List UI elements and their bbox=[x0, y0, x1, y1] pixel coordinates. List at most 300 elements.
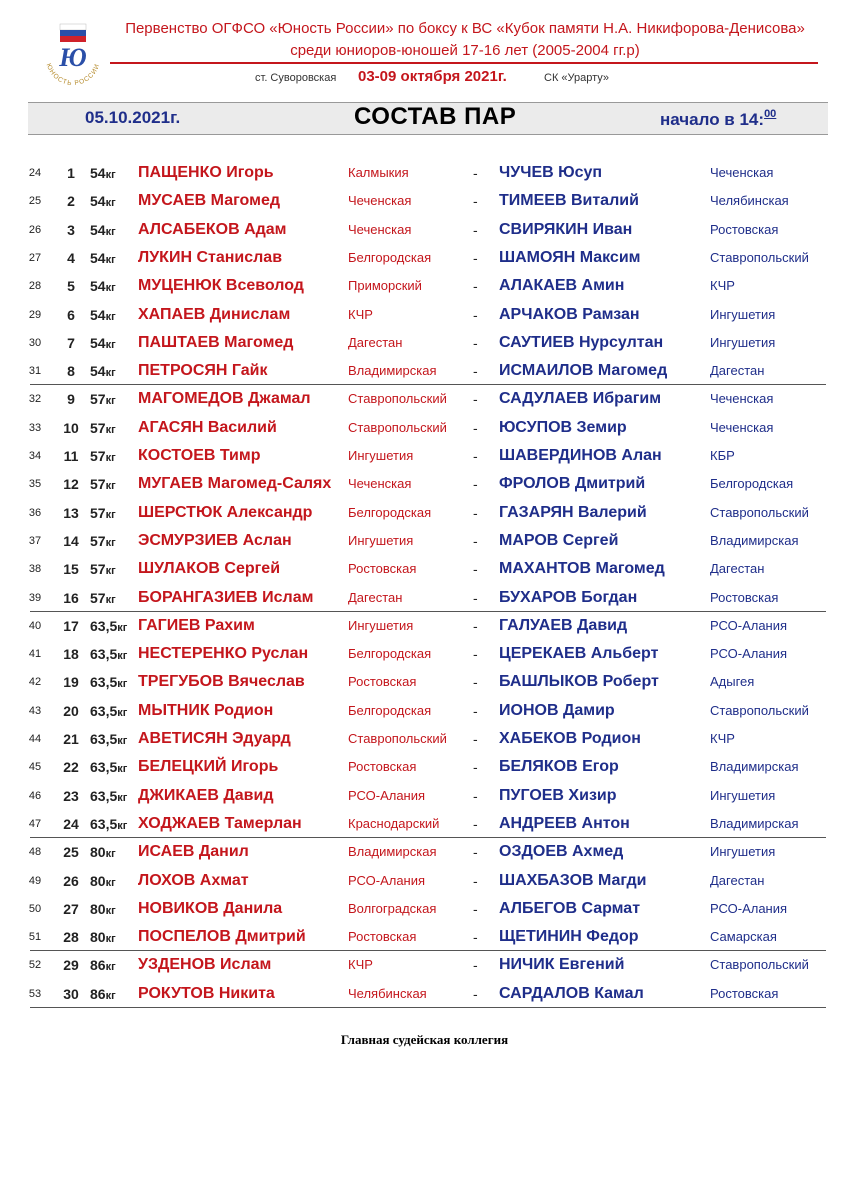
red-corner-name: ЭСМУРЗИЕВ Аслан bbox=[138, 531, 292, 549]
blue-corner-name: ФРОЛОВ Дмитрий bbox=[499, 475, 646, 493]
table-row bbox=[0, 838, 849, 866]
station: ст. Суворовская bbox=[255, 72, 337, 84]
weight-unit: кг bbox=[105, 848, 116, 861]
weight-class bbox=[90, 216, 116, 246]
pair-number: 3 bbox=[67, 221, 75, 238]
versus-dash: - bbox=[473, 532, 478, 549]
red-corner-region: Ростовская bbox=[348, 561, 417, 577]
versus-dash: - bbox=[473, 165, 478, 181]
row-index: 28 bbox=[28, 280, 42, 293]
weight-value: 57 bbox=[90, 448, 106, 464]
blue-corner-region: Ростовская bbox=[710, 985, 779, 1001]
row-index: 31 bbox=[28, 365, 42, 378]
red-corner-name: БОРАНГАЗИЕВ Ислам bbox=[138, 588, 314, 606]
weight-class bbox=[90, 442, 116, 472]
weight-class bbox=[90, 640, 127, 670]
red-corner-name: ХОДЖАЕВ Тамерлан bbox=[138, 814, 302, 832]
table-row bbox=[0, 697, 849, 725]
weight-value: 80 bbox=[90, 900, 106, 917]
blue-corner-name: ХАБЕКОВ Родион bbox=[499, 730, 641, 747]
table-row bbox=[0, 867, 849, 895]
red-corner-region: Белгородская bbox=[348, 504, 432, 520]
weight-unit: кг bbox=[105, 989, 116, 1002]
weight-class bbox=[90, 244, 116, 274]
blue-corner-region: Ставропольский bbox=[710, 702, 809, 718]
weight-class bbox=[90, 697, 127, 727]
table-row bbox=[0, 895, 849, 923]
weight-unit: кг bbox=[105, 480, 116, 493]
red-corner-name: БЕЛЕЦКИЙ Игорь bbox=[138, 758, 279, 776]
blue-corner-region: Адыгея bbox=[710, 674, 755, 690]
versus-dash: - bbox=[473, 759, 478, 776]
weight-class bbox=[90, 867, 116, 897]
pair-number: 13 bbox=[63, 504, 79, 521]
weight-value: 63,5 bbox=[90, 702, 118, 719]
weight-class bbox=[90, 385, 116, 415]
pair-number: 17 bbox=[63, 617, 79, 634]
red-corner-name: МЫТНИК Родион bbox=[138, 701, 274, 719]
table-row bbox=[0, 244, 849, 272]
footer-signature: Главная судейская коллегия bbox=[340, 1032, 509, 1047]
blue-corner-region: Ростовская bbox=[710, 589, 779, 605]
red-corner-name: НОВИКОВ Данила bbox=[138, 899, 283, 917]
red-corner-region: КЧР bbox=[348, 957, 373, 973]
pair-number: 6 bbox=[67, 306, 75, 323]
weight-class bbox=[90, 951, 116, 981]
weight-unit: кг bbox=[105, 961, 116, 974]
blue-corner-region: Ингушетия bbox=[710, 787, 776, 803]
versus-dash: - bbox=[473, 731, 478, 747]
pair-number: 18 bbox=[63, 646, 79, 663]
weight-class bbox=[90, 668, 127, 698]
pair-number: 21 bbox=[63, 731, 79, 747]
svg-text:ЮНОСТЬ РОССИИ: ЮНОСТЬ РОССИИ bbox=[44, 62, 102, 88]
weight-value: 86 bbox=[90, 985, 106, 1002]
red-corner-region: Чеченская bbox=[348, 476, 412, 492]
blue-corner-name: АЛАКАЕВ Амин bbox=[499, 277, 625, 295]
versus-dash: - bbox=[473, 674, 478, 691]
table-row bbox=[0, 414, 849, 442]
table-row bbox=[0, 499, 849, 527]
weight-class bbox=[90, 527, 116, 557]
weight-unit: кг bbox=[105, 225, 116, 238]
versus-dash: - bbox=[473, 249, 478, 266]
row-index: 29 bbox=[28, 308, 42, 321]
red-corner-region: Ставропольский bbox=[348, 391, 447, 407]
blue-corner-region: Чеченская bbox=[710, 165, 774, 180]
weight-unit: кг bbox=[105, 933, 116, 946]
pair-number: 29 bbox=[63, 957, 79, 974]
row-index: 36 bbox=[28, 506, 42, 519]
row-index: 33 bbox=[28, 421, 42, 434]
weight-unit: кг bbox=[117, 735, 128, 747]
red-corner-region: Ингушетия bbox=[348, 532, 414, 548]
red-corner-region: Чеченская bbox=[348, 193, 412, 209]
weight-unit: кг bbox=[117, 763, 128, 776]
red-corner-region: Ингушетия bbox=[348, 448, 414, 463]
versus-dash: - bbox=[473, 561, 478, 578]
blue-corner-region: Чеченская bbox=[710, 419, 774, 435]
blue-corner-name: ТИМЕЕВ Виталий bbox=[499, 192, 639, 210]
red-corner-region: Дагестан bbox=[348, 589, 403, 605]
blue-corner-name: БАШЛЫКОВ Роберт bbox=[499, 673, 659, 691]
row-index: 30 bbox=[28, 336, 42, 349]
red-corner-name: ЛОХОВ Ахмат bbox=[138, 871, 249, 889]
weight-value: 54 bbox=[90, 249, 106, 266]
row-index: 47 bbox=[28, 817, 42, 830]
table-row bbox=[0, 159, 849, 187]
blue-corner-name: ИОНОВ Дамир bbox=[499, 701, 615, 719]
weight-class bbox=[90, 499, 116, 529]
blue-corner-region: КЧР bbox=[710, 278, 735, 294]
weight-value: 63,5 bbox=[90, 731, 118, 747]
weight-class bbox=[90, 584, 116, 614]
table-row bbox=[0, 385, 849, 413]
row-index: 34 bbox=[28, 450, 42, 462]
row-index: 35 bbox=[28, 478, 42, 491]
weight-unit: кг bbox=[105, 536, 116, 549]
weight-unit: кг bbox=[105, 593, 116, 606]
weight-class bbox=[90, 753, 127, 783]
red-corner-name: УЗДЕНОВ Ислам bbox=[138, 956, 272, 974]
versus-dash: - bbox=[473, 221, 478, 238]
weight-value: 54 bbox=[90, 334, 106, 351]
table-row bbox=[0, 725, 849, 753]
blue-corner-region: РСО-Алания bbox=[710, 646, 788, 662]
versus-dash: - bbox=[473, 306, 478, 323]
weight-value: 80 bbox=[90, 929, 106, 946]
logo-icon bbox=[38, 18, 108, 88]
table-row bbox=[0, 442, 849, 470]
row-index: 43 bbox=[28, 704, 42, 717]
versus-dash: - bbox=[473, 787, 478, 804]
weight-unit: кг bbox=[105, 395, 116, 408]
row-index: 48 bbox=[28, 846, 42, 859]
red-corner-name: АЛСАБЕКОВ Адам bbox=[138, 220, 287, 238]
weight-unit: кг bbox=[105, 876, 116, 889]
blue-corner-name: БУХАРОВ Богдан bbox=[499, 588, 638, 606]
red-corner-region: Волгоградская bbox=[348, 900, 437, 916]
versus-dash: - bbox=[473, 929, 478, 946]
weight-value: 57 bbox=[90, 504, 106, 521]
blue-corner-name: ЧУЧЕВ Юсуп bbox=[499, 164, 603, 181]
red-corner-name: МУЦЕНЮК Всеволод bbox=[138, 277, 304, 295]
blue-corner-name: ШАХБАЗОВ Магди bbox=[499, 871, 647, 889]
weight-unit: кг bbox=[117, 650, 128, 663]
blue-corner-name: ЩЕТИНИН Федор bbox=[499, 928, 639, 946]
blue-corner-name: САРДАЛОВ Камал bbox=[499, 984, 644, 1002]
row-index: 41 bbox=[28, 648, 42, 661]
pair-number: 30 bbox=[63, 985, 79, 1002]
red-corner-region: Ростовская bbox=[348, 759, 417, 775]
pair-number: 24 bbox=[63, 815, 79, 832]
red-corner-name: ХАПАЕВ Динислам bbox=[138, 305, 291, 323]
blue-corner-region: Ставропольский bbox=[710, 504, 809, 520]
red-corner-region: Ростовская bbox=[348, 929, 417, 945]
red-corner-name: ИСАЕВ Данил bbox=[138, 843, 249, 861]
blue-corner-name: ШАМОЯН Максим bbox=[499, 248, 641, 266]
table-row bbox=[0, 301, 849, 329]
table-row bbox=[0, 782, 849, 810]
versus-dash: - bbox=[473, 363, 478, 380]
weight-value: 63,5 bbox=[90, 787, 118, 804]
weight-class bbox=[90, 725, 127, 755]
red-corner-region: РСО-Алания bbox=[348, 872, 426, 888]
row-index: 50 bbox=[28, 902, 42, 915]
weight-unit: кг bbox=[105, 338, 116, 351]
row-index: 25 bbox=[28, 195, 42, 208]
weight-class bbox=[90, 159, 116, 189]
table-row bbox=[0, 668, 849, 696]
blue-corner-region: Владимирская bbox=[710, 759, 799, 775]
weight-value: 80 bbox=[90, 872, 106, 889]
red-corner-region: Чеченская bbox=[348, 221, 412, 237]
bout-date: 05.10.2021г. bbox=[85, 108, 181, 127]
blue-corner-region: РСО-Алания bbox=[710, 900, 788, 916]
row-index: 27 bbox=[28, 251, 42, 264]
red-corner-name: ПЕТРОСЯН Гайк bbox=[138, 362, 268, 380]
red-corner-region: РСО-Алания bbox=[348, 787, 426, 803]
weight-class bbox=[90, 980, 116, 1010]
pair-number: 8 bbox=[67, 363, 75, 380]
versus-dash: - bbox=[473, 985, 478, 1002]
row-index: 38 bbox=[28, 563, 42, 576]
red-corner-region: Белгородская bbox=[348, 646, 432, 662]
versus-dash: - bbox=[473, 872, 478, 889]
pair-number: 7 bbox=[67, 334, 75, 351]
weight-class bbox=[90, 782, 127, 812]
red-corner-region: Челябинская bbox=[348, 985, 427, 1001]
blue-corner-region: Ставропольский bbox=[710, 249, 809, 265]
red-corner-region: Ростовская bbox=[348, 674, 417, 690]
blue-corner-region: Чеченская bbox=[710, 391, 774, 407]
blue-corner-name: СВИРЯКИН Иван bbox=[499, 220, 633, 238]
row-index: 32 bbox=[28, 393, 42, 406]
pair-number: 10 bbox=[63, 419, 79, 436]
blue-corner-region: Дагестан bbox=[710, 561, 765, 577]
pair-number: 12 bbox=[63, 476, 79, 493]
pair-number: 22 bbox=[63, 759, 79, 776]
red-corner-name: ПАШТАЕВ Магомед bbox=[138, 333, 294, 351]
pair-number: 1 bbox=[67, 165, 75, 181]
table-row bbox=[0, 216, 849, 244]
blue-corner-name: БЕЛЯКОВ Егор bbox=[499, 758, 619, 776]
pair-number: 19 bbox=[63, 674, 79, 691]
weight-value: 63,5 bbox=[90, 759, 118, 776]
blue-corner-name: ЮСУПОВ Земир bbox=[499, 418, 627, 436]
table-row bbox=[0, 527, 849, 555]
group-separator bbox=[30, 384, 826, 385]
red-corner-name: ГАГИЕВ Рахим bbox=[138, 616, 255, 634]
red-corner-region: Ставропольский bbox=[348, 419, 447, 435]
weight-value: 57 bbox=[90, 476, 106, 493]
table-row bbox=[0, 810, 849, 838]
weight-unit: кг bbox=[105, 565, 116, 578]
red-corner-name: ЛУКИН Станислав bbox=[138, 248, 283, 266]
row-index: 42 bbox=[28, 676, 42, 689]
blue-corner-region: Ростовская bbox=[710, 221, 779, 237]
pair-number: 27 bbox=[63, 900, 79, 917]
event-dates: 03-09 октября 2021г. bbox=[358, 68, 507, 85]
weight-unit: кг bbox=[117, 819, 128, 832]
versus-dash: - bbox=[473, 448, 478, 464]
table-row bbox=[0, 357, 849, 385]
weight-value: 57 bbox=[90, 391, 106, 408]
table-row bbox=[0, 640, 849, 668]
group-separator bbox=[30, 611, 826, 612]
pair-number: 20 bbox=[63, 702, 79, 719]
red-corner-region: Ингушетия bbox=[348, 617, 414, 633]
blue-corner-name: САДУЛАЕВ Ибрагим bbox=[499, 390, 662, 408]
weight-value: 54 bbox=[90, 278, 106, 295]
weight-value: 63,5 bbox=[90, 674, 118, 691]
start-time-label: начало в 14: bbox=[660, 110, 765, 129]
versus-dash: - bbox=[473, 702, 478, 719]
versus-dash: - bbox=[473, 476, 478, 493]
weight-value: 63,5 bbox=[90, 617, 118, 634]
table-row bbox=[0, 584, 849, 612]
group-separator bbox=[30, 1007, 826, 1008]
weight-class bbox=[90, 923, 116, 953]
pair-number: 16 bbox=[63, 589, 79, 606]
weight-value: 63,5 bbox=[90, 815, 118, 832]
versus-dash: - bbox=[473, 391, 478, 408]
versus-dash: - bbox=[473, 900, 478, 917]
pair-number: 14 bbox=[63, 532, 79, 549]
pair-number: 23 bbox=[63, 787, 79, 804]
weight-unit: кг bbox=[117, 621, 128, 634]
pair-number: 5 bbox=[67, 278, 75, 295]
weight-value: 54 bbox=[90, 221, 106, 238]
header-divider bbox=[110, 62, 818, 64]
weight-value: 57 bbox=[90, 532, 106, 549]
row-index: 46 bbox=[28, 789, 42, 802]
versus-dash: - bbox=[473, 957, 478, 974]
weight-class bbox=[90, 555, 116, 585]
blue-corner-name: АНДРЕЕВ Антон bbox=[499, 814, 630, 832]
versus-dash: - bbox=[473, 617, 478, 634]
weight-unit: кг bbox=[105, 367, 116, 380]
versus-dash: - bbox=[473, 589, 478, 606]
weight-class bbox=[90, 414, 116, 444]
row-index: 40 bbox=[28, 619, 42, 632]
blue-corner-name: ЦЕРЕКАЕВ Альберт bbox=[499, 645, 659, 663]
weight-unit: кг bbox=[117, 791, 128, 804]
blue-corner-name: МАРОВ Сергей bbox=[499, 531, 619, 549]
title-line-1: Первенство ОГФСО «Юность России» по боксу к ВС «Кубок памяти Н.А. Никифорова-Денисова» bbox=[125, 20, 805, 37]
red-corner-name: ТРЕГУБОВ Вячеслав bbox=[138, 673, 305, 691]
versus-dash: - bbox=[473, 646, 478, 663]
weight-class bbox=[90, 810, 127, 840]
weight-class bbox=[90, 838, 116, 868]
blue-corner-region: Дагестан bbox=[710, 872, 765, 888]
versus-dash: - bbox=[473, 815, 478, 832]
table-row bbox=[0, 951, 849, 979]
row-index: 51 bbox=[28, 931, 42, 944]
weight-value: 54 bbox=[90, 165, 106, 181]
versus-dash: - bbox=[473, 844, 478, 861]
row-index: 53 bbox=[28, 987, 42, 1000]
weight-value: 63,5 bbox=[90, 646, 118, 663]
svg-text:Ю: Ю bbox=[59, 43, 87, 72]
blue-corner-region: Челябинская bbox=[710, 193, 789, 209]
blue-corner-region: Ставропольский bbox=[710, 957, 809, 973]
weight-value: 54 bbox=[90, 363, 106, 380]
pair-number: 26 bbox=[63, 872, 79, 889]
weight-value: 80 bbox=[90, 844, 106, 861]
red-corner-name: ШЕРСТЮК Александр bbox=[138, 503, 313, 521]
red-corner-name: ПАЩЕНКО Игорь bbox=[138, 164, 274, 181]
red-corner-name: МУГАЕВ Магомед-Салях bbox=[138, 475, 332, 493]
row-index: 24 bbox=[28, 167, 42, 179]
weight-unit: кг bbox=[105, 310, 116, 323]
start-time bbox=[660, 108, 776, 130]
weight-class bbox=[90, 895, 116, 925]
weight-value: 54 bbox=[90, 306, 106, 323]
table-row bbox=[0, 329, 849, 357]
red-corner-name: ПОСПЕЛОВ Дмитрий bbox=[138, 928, 306, 946]
row-index: 26 bbox=[28, 223, 42, 236]
blue-corner-region: Ингушетия bbox=[710, 334, 776, 350]
blue-corner-region: Ингушетия bbox=[710, 306, 776, 322]
blue-corner-region: Ингушетия bbox=[710, 844, 776, 860]
pair-number: 4 bbox=[67, 249, 75, 266]
blue-corner-region: КЧР bbox=[710, 731, 735, 746]
row-index: 44 bbox=[28, 733, 42, 745]
weight-value: 57 bbox=[90, 561, 106, 578]
blue-corner-region: Самарская bbox=[710, 929, 777, 945]
weight-unit: кг bbox=[105, 423, 116, 436]
weight-class bbox=[90, 329, 116, 359]
red-corner-name: МАГОМЕДОВ Джамал bbox=[138, 390, 311, 408]
red-corner-region: Краснодарский bbox=[348, 815, 440, 831]
blue-corner-name: ГАЛУАЕВ Давид bbox=[499, 616, 628, 634]
versus-dash: - bbox=[473, 419, 478, 436]
blue-corner-region: Владимирская bbox=[710, 815, 799, 831]
venue: СК «Урарту» bbox=[544, 72, 610, 84]
red-corner-region: Калмыкия bbox=[348, 165, 409, 180]
table-row bbox=[0, 470, 849, 498]
weight-unit: кг bbox=[105, 253, 116, 266]
page-title: СОСТАВ ПАР bbox=[354, 103, 517, 130]
red-corner-name: НЕСТЕРЕНКО Руслан bbox=[138, 645, 309, 663]
weight-class bbox=[90, 470, 116, 500]
pair-number: 9 bbox=[67, 391, 75, 408]
row-index: 37 bbox=[28, 534, 42, 547]
blue-corner-region: РСО-Алания bbox=[710, 617, 788, 633]
weight-unit: кг bbox=[105, 904, 116, 917]
weight-unit: кг bbox=[105, 452, 116, 464]
blue-corner-name: ШАВЕРДИНОВ Алан bbox=[499, 447, 662, 464]
weight-unit: кг bbox=[105, 169, 116, 181]
weight-class bbox=[90, 357, 116, 387]
blue-corner-name: ИСМАИЛОВ Магомед bbox=[499, 362, 668, 380]
blue-corner-region: КБР bbox=[710, 448, 735, 463]
versus-dash: - bbox=[473, 504, 478, 521]
red-corner-region: Белгородская bbox=[348, 249, 432, 265]
pair-number: 2 bbox=[67, 193, 75, 210]
blue-corner-name: ГАЗАРЯН Валерий bbox=[499, 503, 647, 521]
row-index: 45 bbox=[28, 761, 42, 774]
versus-dash: - bbox=[473, 334, 478, 351]
weight-value: 57 bbox=[90, 419, 106, 436]
row-index: 49 bbox=[28, 874, 42, 887]
red-corner-name: АВЕТИСЯН Эдуард bbox=[138, 730, 291, 747]
red-corner-region: Ставропольский bbox=[348, 731, 447, 746]
table-row bbox=[0, 980, 849, 1008]
weight-class bbox=[90, 272, 116, 302]
blue-corner-name: НИЧИК Евгений bbox=[499, 956, 625, 974]
